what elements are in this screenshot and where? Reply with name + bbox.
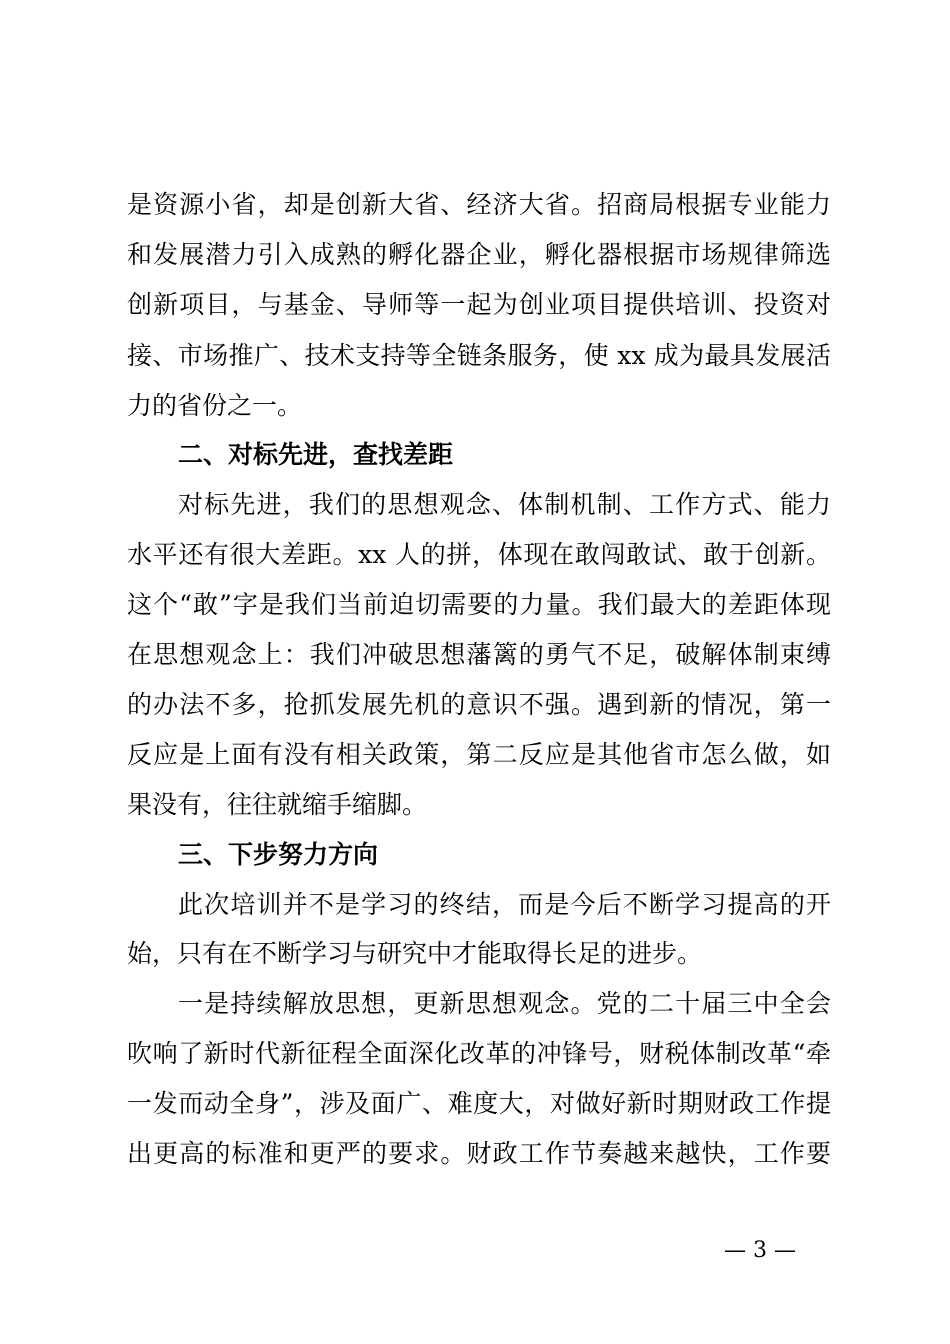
section-heading: 二、对标先进，查找差距: [178, 440, 454, 469]
paragraph-line: 创新项目，与基金、导师等一起为创业项目提供培训、投资对: [127, 290, 831, 319]
paragraph-line: 和发展潜力引入成熟的孵化器企业，孵化器根据市场规律筛选: [127, 240, 831, 269]
paragraph-line: 此次培训并不是学习的终结，而是今后不断学习提高的开: [178, 890, 831, 919]
page-number: — 3 —: [724, 1238, 796, 1263]
section-heading: 三、下步努力方向: [178, 840, 379, 869]
paragraph-line: 反应是上面有没有相关政策，第二反应是其他省市怎么做，如: [127, 740, 831, 769]
paragraph-line: 出更高的标准和更严的要求。财政工作节奏越来越快，工作要: [127, 1139, 831, 1168]
paragraph-line: 始，只有在不断学习与研究中才能取得长足的进步。: [127, 939, 703, 968]
paragraph-line: 的办法不多，抢抓发展先机的意识不强。遇到新的情况，第一: [127, 690, 831, 719]
paragraph-line: 是资源小省，却是创新大省、经济大省。招商局根据专业能力: [127, 190, 831, 219]
paragraph-line: 水平还有很大差距。xx 人的拼，体现在敢闯敢试、敢于创新。: [127, 540, 831, 569]
paragraph-line: 对标先进，我们的思想观念、体制机制、工作方式、能力: [178, 490, 831, 519]
paragraph-line: 力的省份之一。: [127, 391, 303, 420]
paragraph-line: 这个“敢”字是我们当前迫切需要的力量。我们最大的差距体现: [127, 590, 831, 619]
paragraph-line: 接、市场推广、技术支持等全链条服务，使 xx 成为最具发展活: [127, 341, 831, 370]
paragraph-line: 一发而动全身”，涉及面广、难度大，对做好新时期财政工作提: [127, 1089, 831, 1118]
paragraph-line: 在思想观念上：我们冲破思想藩篱的勇气不足，破解体制束缚: [127, 640, 831, 669]
paragraph-line: 吹响了新时代新征程全面深化改革的冲锋号，财税体制改革“牵: [127, 1039, 831, 1068]
paragraph-line: 一是持续解放思想，更新思想观念。党的二十届三中全会: [178, 989, 831, 1018]
paragraph-line: 果没有，往往就缩手缩脚。: [127, 790, 428, 819]
